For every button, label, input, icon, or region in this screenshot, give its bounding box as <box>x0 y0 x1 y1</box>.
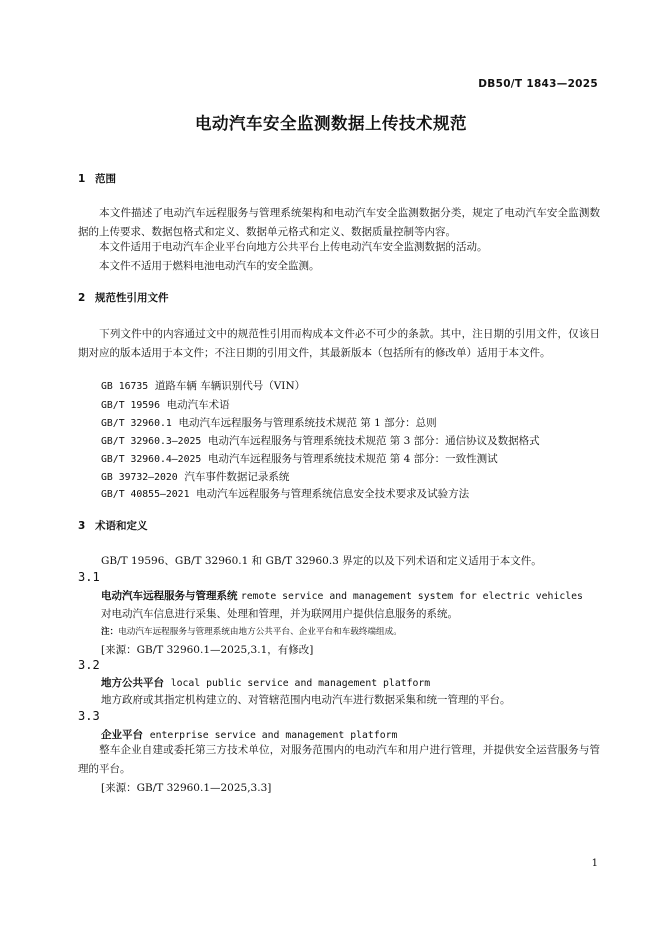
reference-code: GB/T 32960.3—2025 <box>101 436 202 447</box>
section-title: 范围 <box>95 173 116 185</box>
paragraph-text: 整车企业自建或委托第三方技术单位，对服务范围内的电动汽车和用户进行管理，并提供安全运营服务与管理的平台。 <box>78 744 600 775</box>
section-3-heading <box>78 518 148 533</box>
paragraph <box>101 553 542 568</box>
reference-code: GB/T 32960.1 <box>101 418 172 429</box>
section-2-heading <box>78 290 169 305</box>
term-source: [来源：GB/T 32960.1—2025,3.1，有修改] <box>101 644 314 656</box>
paragraph-text: 本文件不适用于燃料电池电动汽车的安全监测。 <box>99 260 320 272</box>
term-definition <box>78 741 600 779</box>
reference-name: 电动汽车术语 <box>166 399 230 411</box>
reference-code: GB 39732—2020 <box>101 472 178 483</box>
term-number: 3.2 <box>78 658 100 672</box>
term-en: enterprise service and management platform <box>149 730 398 741</box>
document-id: DB50/T 1843—2025 <box>478 78 598 90</box>
reference-name: 道路车辆 车辆识别代号（VIN） <box>154 380 306 392</box>
reference-name: 电动汽车远程服务与管理系统技术规范 第 3 部分：通信协议及数据格式 <box>207 435 540 447</box>
term-number: 3.3 <box>78 709 100 723</box>
paragraph <box>78 325 600 363</box>
reference-name: 电动汽车远程服务与管理系统技术规范 第 4 部分：一致性测试 <box>207 453 498 465</box>
reference-code: GB/T 40855—2021 <box>101 489 190 500</box>
term-en: local public service and management platform <box>170 678 431 689</box>
section-number: 1 <box>78 173 86 185</box>
term-note <box>101 625 402 637</box>
reference-item <box>101 397 230 412</box>
reference-item <box>101 378 305 393</box>
term-definition: 地方政府或其指定机构建立的、对管辖范围内电动汽车进行数据采集和统一管理的平台。 <box>101 694 511 706</box>
term-definition: 对电动汽车信息进行采集、处理和管理，并为联网用户提供信息服务的系统。 <box>101 608 458 620</box>
note-label: 注： <box>101 627 119 637</box>
paragraph-text: 本文件适用于电动汽车企业平台向地方公共平台上传电动汽车安全监测数据的活动。 <box>99 241 488 253</box>
reference-item <box>101 469 289 484</box>
reference-item <box>101 415 437 430</box>
term-en: remote service and management system for electric vehicles <box>240 591 583 602</box>
term-title <box>101 727 397 742</box>
page-number: 1 <box>591 858 598 869</box>
paragraph <box>78 204 600 242</box>
section-number: 2 <box>78 292 86 304</box>
term-cn: 电动汽车远程服务与管理系统 <box>101 590 238 602</box>
paragraph <box>78 238 600 257</box>
paragraph <box>78 257 600 276</box>
reference-name: 电动汽车远程服务与管理系统技术规范 第 1 部分：总则 <box>178 417 437 429</box>
reference-item <box>101 451 498 466</box>
paragraph-text: 本文件描述了电动汽车远程服务与管理系统架构和电动汽车安全监测数据分类，规定了电动汽车安全监测数据的上传要求、数据包格式和定义、数据单元格式和定义、数据质量控制等内容。 <box>78 207 600 238</box>
reference-item <box>101 433 540 448</box>
document-title: 电动汽车安全监测数据上传技术规范 <box>195 114 467 133</box>
section-title: 规范性引用文件 <box>95 292 169 304</box>
term-title <box>101 588 583 603</box>
reference-name: 汽车事件数据记录系统 <box>184 471 290 483</box>
term-cn: 地方公共平台 <box>101 677 164 689</box>
paragraph-text: GB/T 19596、GB/T 32960.1 和 GB/T 32960.3 界定的以及下列术语和定义适用于本文件。 <box>101 555 542 567</box>
reference-name: 电动汽车远程服务与管理系统信息安全技术要求及试验方法 <box>196 488 470 500</box>
reference-code: GB/T 19596 <box>101 400 160 411</box>
section-title: 术语和定义 <box>95 520 148 532</box>
paragraph-text: 下列文件中的内容通过文中的规范性引用而构成本文件必不可少的条款。其中，注日期的引用文件，仅该日期对应的版本适用于本文件；不注日期的引用文件，其最新版本（包括所有的修改单）适用于本文件。 <box>78 328 600 359</box>
term-number: 3.1 <box>78 570 100 584</box>
term-source: [来源：GB/T 32960.1—2025,3.3] <box>101 782 272 794</box>
reference-code: GB 16735 <box>101 381 149 392</box>
term-cn: 企业平台 <box>101 729 143 741</box>
section-1-heading <box>78 171 116 186</box>
reference-item <box>101 486 469 501</box>
reference-code: GB/T 32960.4—2025 <box>101 454 202 465</box>
note-text: 电动汽车远程服务与管理系统由地方公共平台、企业平台和车载终端组成。 <box>118 627 402 637</box>
section-number: 3 <box>78 520 86 532</box>
term-title <box>101 675 430 690</box>
